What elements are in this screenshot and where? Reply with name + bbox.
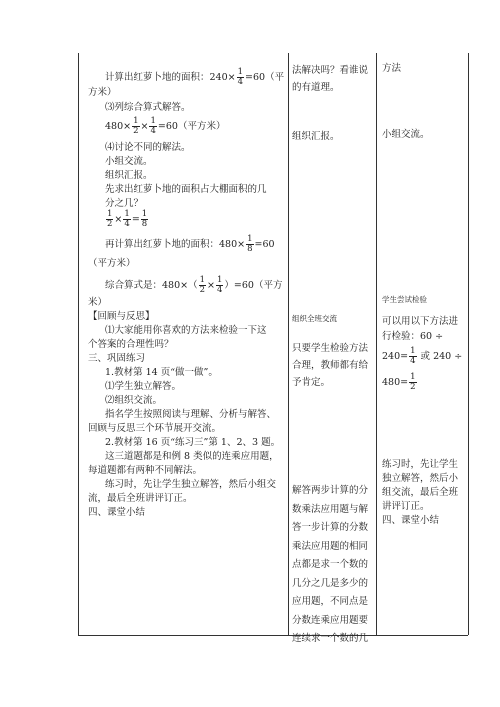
col1-line-25: 这三道题都是和例 8 类似的连乘应用题， bbox=[105, 451, 279, 462]
col1-line-17: 个答案的合理性吗？ bbox=[88, 339, 174, 350]
col3-text-8: 四、课堂小结 bbox=[382, 515, 440, 526]
col1-line-28: 流，最后全班讲评订正。 bbox=[88, 493, 193, 504]
fraction: $\frac{1}{4}$ bbox=[237, 67, 244, 87]
col1-line-15: 【回顾与反思】 bbox=[88, 311, 155, 322]
col1-line-24: 2.教材第 16 页“练习三”第 1、2、3 题。 bbox=[105, 437, 281, 448]
col2-text-5: 解答两步计算的分数乘法应用题与解答一步计算的分数乘法应用题的相同点都是求一个数的几分之几是多少的应用题，不同点是分数连乘应用题要连续求一个数的几 bbox=[292, 485, 369, 644]
fraction: $\frac{1}{2}$ bbox=[410, 372, 416, 392]
col3-line-6: 480= $\frac{1}{2}$ bbox=[382, 372, 416, 392]
col1-line-26: 每道题都有两种不同解法。 bbox=[88, 465, 203, 476]
col1-line-4: 480× $\frac{1}{2}$ × $\frac{1}{4}$ =60（平方米） bbox=[105, 116, 226, 136]
col1-line-13: 综合算式是：480×（ $\frac{1}{2}$ × $\frac{1}{4}$ ）=60（平方 bbox=[105, 275, 283, 295]
col2-text-4: 只要学生检验方法合理，教师都有给予肯定。 bbox=[292, 343, 369, 388]
col1-line-8: 先求出红萝卜地的面积占大棚面积的几 bbox=[105, 184, 267, 195]
col2-text-2: 组织汇报。 bbox=[292, 131, 340, 142]
col3-text-3: 学生尝试检验 bbox=[382, 295, 427, 304]
col1-line-2: 方米） bbox=[88, 87, 117, 98]
col1-line-23: 回顾与反思三个环节展开交流。 bbox=[88, 423, 222, 434]
fraction: $\frac{1}{8}$ bbox=[247, 234, 253, 254]
col1-line-7: 组织汇报。 bbox=[105, 170, 153, 181]
col1-line-5: ⑷讨论不同的解法。 bbox=[105, 142, 191, 153]
table-border-right bbox=[468, 53, 469, 635]
col1-line-18: 三、巩固练习 bbox=[88, 353, 146, 364]
table-border-left bbox=[78, 53, 79, 635]
col1-line-10: $\frac{1}{2}$ × $\frac{1}{4}$ = $\frac{1}{8}$ bbox=[107, 209, 148, 229]
fraction: $\frac{1}{4}$ bbox=[150, 116, 156, 136]
col1-line-22: 指名学生按照阅读与理解、分析与解答、 bbox=[105, 409, 277, 420]
fraction: $\frac{1}{4}$ bbox=[124, 209, 130, 229]
fraction: $\frac{1}{4}$ bbox=[410, 346, 416, 366]
table-border-bottom bbox=[78, 635, 468, 636]
col1-line-12: （平方米） bbox=[88, 258, 136, 269]
col1-line-6: 小组交流。 bbox=[105, 156, 153, 167]
col1-line-27: 练习时，先让学生独立解答，然后小组交 bbox=[105, 479, 277, 490]
fraction: $\frac{1}{2}$ bbox=[199, 275, 206, 295]
fraction: $\frac{1}{2}$ bbox=[133, 116, 139, 136]
col1-line-1: 计算出红萝卜地的面积：240× $\frac{1}{4}$ =60（平 bbox=[105, 67, 285, 87]
col2-text-3: 组织全班交流 bbox=[292, 314, 337, 323]
col1-line-16: ⑴大家能用你喜欢的方法来检验一下这 bbox=[105, 325, 267, 336]
col1-line-19: 1.教材第 14 页“做一做”。 bbox=[105, 367, 218, 378]
col1-line-29: 四、课堂小结 bbox=[88, 507, 146, 518]
col3-text-7: 练习时，先让学生独立解答，然后小组交流，最后全班讲评订正。 bbox=[382, 459, 459, 512]
table-divider-1 bbox=[288, 53, 289, 635]
col1-line-11: 再计算出红萝卜地的面积：480× $\frac{1}{8}$ =60 bbox=[105, 234, 275, 254]
col3-text-4: 可以用以下方法进行检验：60 ÷ bbox=[382, 316, 459, 342]
col1-line-3: ⑶列综合算式解答。 bbox=[105, 102, 191, 113]
fraction: $\frac{1}{8}$ bbox=[141, 209, 148, 229]
col3-text-2: 小组交流。 bbox=[382, 129, 430, 140]
table-divider-2 bbox=[376, 53, 377, 635]
col3-text-1: 方法 bbox=[382, 63, 402, 74]
col1-line-21: ⑵组织交流。 bbox=[105, 395, 163, 406]
fraction: $\frac{1}{2}$ bbox=[107, 209, 113, 229]
col1-line-20: ⑴学生独立解答。 bbox=[105, 381, 182, 392]
col2-text-1: 法解决吗？看谁说的有道理。 bbox=[292, 65, 369, 93]
col3-line-5: 240= $\frac{1}{4}$ 或 240 ÷ bbox=[382, 346, 463, 366]
fraction: $\frac{1}{4}$ bbox=[216, 275, 223, 295]
col1-line-14: 米） bbox=[88, 297, 108, 308]
col1-line-9: 分之几？ bbox=[105, 198, 144, 209]
